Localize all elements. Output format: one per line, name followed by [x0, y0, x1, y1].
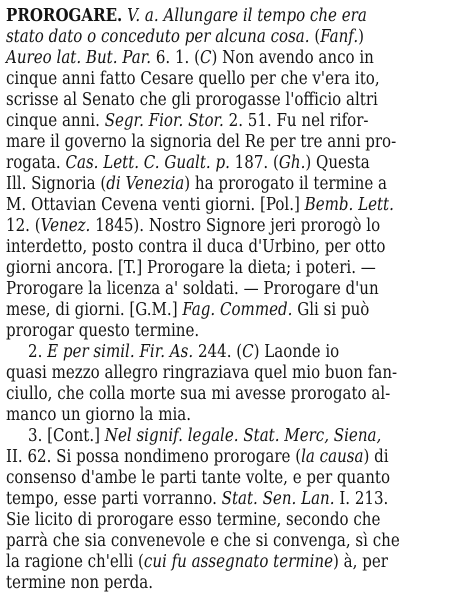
italic-text: C	[242, 342, 254, 362]
italic-text: di Venezia	[106, 174, 185, 194]
text-run: mese, di giorni. [G.M.]	[6, 300, 183, 320]
italic-text: cui fu assegnato termine	[143, 552, 334, 572]
text-run: la ragione ch'elli (	[6, 552, 144, 572]
text-run: ) à, per	[333, 552, 388, 572]
text-run: giorni ancora. [T.] Prorogare la dieta; i poteri. —	[6, 258, 376, 278]
text-run: I. 213.	[334, 489, 389, 509]
text-run: tempo, esse parti vorranno.	[6, 489, 222, 509]
text-run: prorogar questo termine.	[6, 321, 200, 341]
italic-text: Aureo lat. But. Par.	[6, 48, 152, 68]
text-run: )	[358, 27, 365, 47]
text-run: cinque anni.	[6, 111, 105, 131]
dictionary-entry	[6, 4, 466, 592]
italic-text: Stat. Sen. Lan.	[221, 489, 335, 509]
italic-text: Bemb. Lett.	[304, 195, 394, 215]
text-run: ) ha prorogato il termine a	[184, 174, 388, 194]
text-run: Ill. Signoria (	[6, 174, 107, 194]
text-run: 187. (	[229, 153, 279, 173]
text-run: 2.	[28, 342, 48, 362]
text-run: consenso d'ambe le parti tante volte, e per quanto	[6, 468, 391, 488]
italic-text: la causa	[301, 447, 364, 467]
text-run: ) di	[363, 447, 389, 467]
text-run: (	[309, 27, 321, 47]
text-run: cinque anni fatto Cesare quello per che v'era ito,	[6, 69, 380, 89]
italic-text: Fanf.	[320, 27, 359, 47]
headword: PROROGARE.	[6, 6, 123, 26]
italic-text: V. a. Allungare il tempo che era	[127, 6, 367, 26]
text-run: termine non perda.	[6, 573, 153, 593]
text-run: 6. 1. (	[151, 48, 200, 68]
text-run: 244. (	[193, 342, 243, 362]
entry-line	[6, 571, 402, 595]
italic-text: Fag. Commed.	[182, 300, 293, 320]
text-run: M. Ottavian Cevena venti giorni. [Pol.]	[6, 195, 305, 215]
italic-text: C	[199, 48, 212, 68]
text-run: interdetto, posto contra il duca d'Urbino, per otto	[6, 237, 386, 257]
text-run: rogata.	[6, 153, 66, 173]
text-run: ) Non avendo anco in	[211, 48, 374, 68]
italic-text: Nel signif. legale. Stat. Merc, Siena,	[104, 426, 382, 446]
italic-text: Segr. Fior. Stor.	[104, 111, 224, 131]
text-run: II. 62. Si possa nondimeno prorogare (	[6, 447, 302, 467]
italic-text: E per simil. Fir. As.	[47, 342, 194, 362]
text-run: ) Laonde io	[253, 342, 340, 362]
text-run: 3. [Cont.]	[28, 426, 105, 446]
text-run: 2. 51. Fu nel rifor-	[223, 111, 369, 131]
text-run: manco un giorno la mia.	[6, 405, 192, 425]
italic-text: Venez.	[40, 216, 91, 236]
text-run: 12. (	[6, 216, 41, 236]
text-run: ciullo, che colla morte sua mi avesse prorogato al-	[6, 384, 391, 404]
italic-text: Cas. Lett. C. Gualt. p.	[65, 153, 230, 173]
text-run: Prorogare la licenza a' soldati. — Prorogare d'un	[6, 279, 379, 299]
italic-text: stato dato o conceduto per alcuna cosa.	[6, 27, 310, 47]
italic-text: Gh.	[278, 153, 306, 173]
text-run: mare il governo la signoria del Re per tre anni pro-	[6, 132, 397, 152]
text-run: ) Questa	[305, 153, 370, 173]
text-run: parrà che sia convenevole e che si convenga, sì che	[6, 531, 400, 551]
text-run: Sie licito di prorogare esso termine, secondo che	[6, 510, 381, 530]
text-run: scrisse al Senato che gli prorogasse l'officio altri	[6, 90, 378, 110]
text-run: quasi mezzo allegro ringraziava quel mio buon fan-	[6, 363, 398, 383]
text-run: Gli si può	[292, 300, 370, 320]
text-run: 1845). Nostro Signore jeri prorogò lo	[90, 216, 381, 236]
